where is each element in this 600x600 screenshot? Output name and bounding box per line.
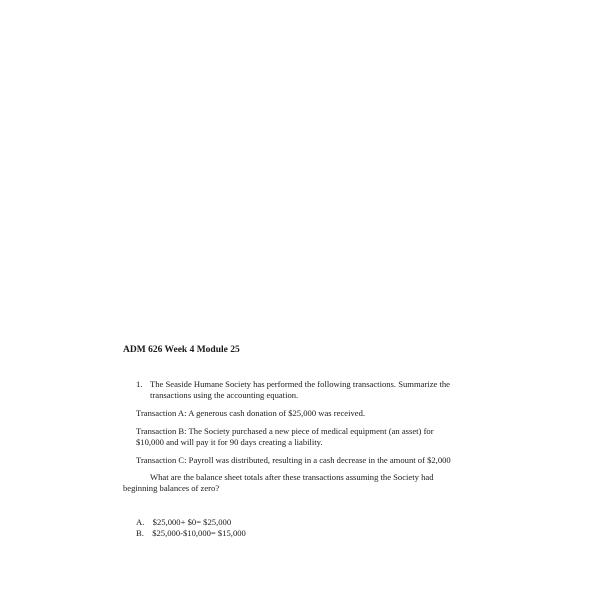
question-line-2: transactions using the accounting equation. [150,390,299,400]
option-b [136,528,246,539]
question-line-1: The Seaside Humane Society has performed the following transactions. Summarize the [150,379,450,389]
document-title: ADM 626 Week 4 Module 25 [123,345,240,355]
option-a [136,517,231,528]
transaction-b-line-1: Transaction B: The Society purchased a new piece of medical equipment (an asset) for [136,426,434,436]
transaction-c: Transaction C: Payroll was distributed, resulting in a cash decrease in the amount of $2,000 [136,455,451,465]
option-a-text: $25,000+ $0= $25,000 [152,517,232,527]
prompt-line-1: What are the balance sheet totals after these transactions assuming the Society had [150,472,434,482]
transaction-a: Transaction A: A generous cash donation of $25,000 was received. [136,408,366,418]
question-number: 1. [136,379,143,389]
option-b-text: $25,000-$10,000= $15,000 [152,528,246,538]
prompt-line-2: beginning balances of zero? [123,483,220,493]
transaction-b-line-2: $10,000 and will pay it for 90 days creating a liability. [136,437,323,447]
option-a-letter: A. [136,517,145,527]
option-b-letter: B. [136,528,144,538]
